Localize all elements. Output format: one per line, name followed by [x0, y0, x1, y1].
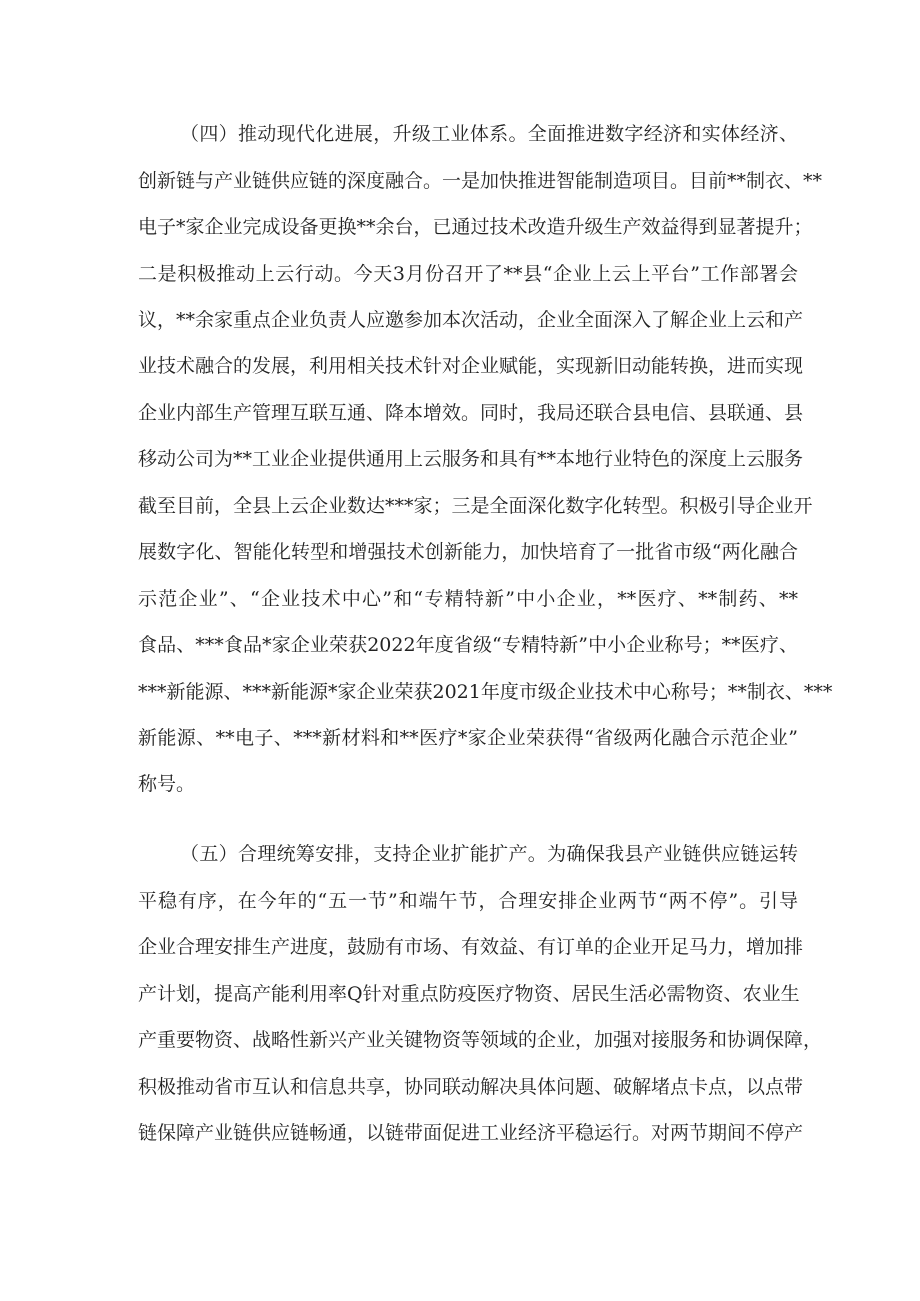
- paragraph-line: 平稳有序，在今年的“五一节”和端午节，合理安排企业两节“两不停”。引导: [138, 890, 798, 912]
- paragraph-line: 展数字化、智能化转型和增强技术创新能力，加快培育了一批省市级“两化融合: [138, 541, 798, 563]
- paragraph-line: （五）合理统筹安排，支持企业扩能扩产。为确保我县产业链供应链运转: [180, 843, 798, 865]
- paragraph-line: 移动公司为**工业企业提供通用上云服务和具有**本地行业特色的深度上云服务: [138, 448, 804, 470]
- paragraph-line: 截至目前，全县上云企业数达***家；三是全面深化数字化转型。积极引导企业开: [138, 495, 813, 517]
- paragraph-line: 产重要物资、战略性新兴产业关键物资等领域的企业，加强对接服务和协调保障，: [138, 1029, 823, 1051]
- paragraph-line: 二是积极推动上云行动。今天3月份召开了**县“企业上云上平台”工作部署会: [138, 263, 798, 285]
- paragraph-line: 示范企业”、“企业技术中心”和“专精特新”中小企业，**医疗、**制药、**: [138, 588, 798, 610]
- paragraph-line: 企业合理安排生产进度，鼓励有市场、有效益、有订单的企业开足马力，增加排: [138, 936, 804, 958]
- paragraph-line: 创新链与产业链供应链的深度融合。一是加快推进智能制造项目。目前**制衣、**: [138, 170, 823, 192]
- paragraph-line: 电子*家企业完成设备更换**余台，已通过技术改造升级生产效益得到显著提升；: [138, 216, 813, 238]
- paragraph-line: （四）推动现代化进展，升级工业体系。全面推进数字经济和实体经济、: [180, 123, 798, 145]
- paragraph-line: ***新能源、***新能源*家企业荣获2021年度市级企业技术中心称号；**制衣、***: [138, 681, 833, 703]
- paragraph-line: 业技术融合的发展，利用相关技术针对企业赋能，实现新旧动能转换，进而实现: [138, 355, 804, 377]
- paragraph-line: 新能源、**电子、***新材料和**医疗*家企业荣获得“省级两化融合示范企业”: [138, 727, 798, 749]
- paragraph-line: 企业内部生产管理互联互通、降本增效。同时，我局还联合县电信、县联通、县: [138, 402, 804, 424]
- paragraph-line: 产计划，提高产能利用率Q针对重点防疫医疗物资、居民生活必需物资、农业生: [138, 983, 800, 1005]
- paragraph-line: 积极推动省市互认和信息共享，协同联动解决具体问题、破解堵点卡点，以点带: [138, 1076, 804, 1098]
- paragraph-line: 链保障产业链供应链畅通，以链带面促进工业经济平稳运行。对两节期间不停产: [138, 1122, 804, 1144]
- paragraph-line: 议，**余家重点企业负责人应邀参加本次活动，企业全面深入了解企业上云和产: [138, 309, 804, 331]
- paragraph-line: 食品、***食品*家企业荣获2022年度省级“专精特新”中小企业称号；**医疗、: [138, 634, 798, 656]
- paragraph-line: 称号。: [138, 773, 196, 795]
